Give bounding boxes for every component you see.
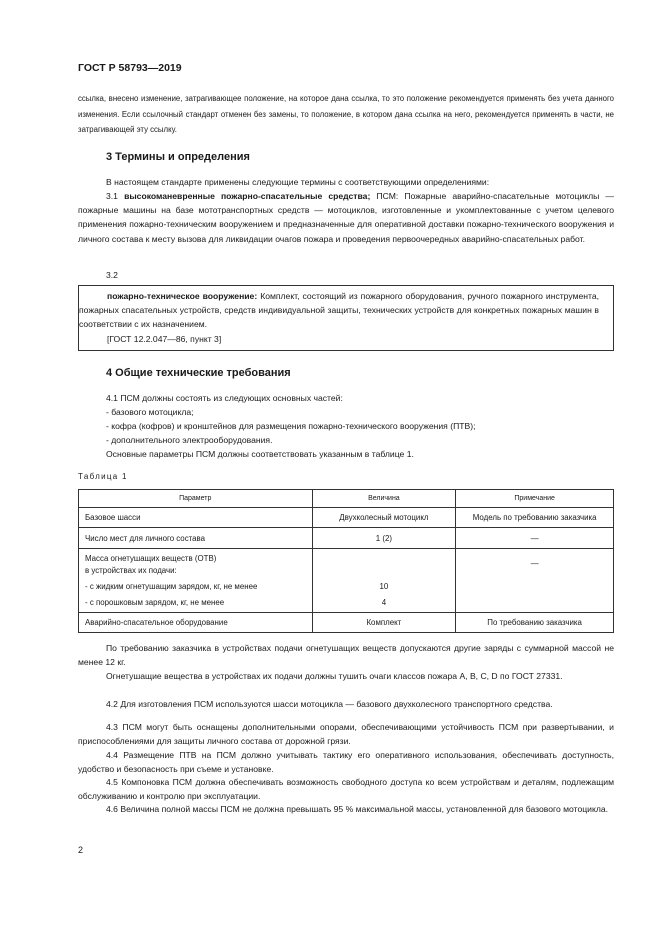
table-cell xyxy=(79,549,313,613)
column-header: Параметр xyxy=(79,490,313,508)
term-3-1-definition: ПСМ: Пожарные аварийно-спасательные мотоциклы — пожарные машины на базе мототранспортных средств — мотоциклов, изготовленные и укомплектованные с учетом целевого применения пожарно-техническим вооружением и предназначенные для оперативной доставки пожарно-технического вооружения и личного состава к месту вызова для ликвидации очагов пожара и проведения первоочередных аварийно-спасательных работ. xyxy=(78,191,614,244)
clause-4-3: 4.3 ПСМ могут быть оснащены дополнительными опорами, обеспечивающими устойчивость ПСМ при развертывании, и приспособлениями для защиты личного состава от дорожной грязи. xyxy=(78,722,614,747)
table-header-row xyxy=(79,490,614,508)
term-3-2 xyxy=(79,289,599,332)
table-row xyxy=(79,613,614,633)
clause-4-6: 4.6 Величина полной массы ПСМ не должна превышать 95 % максимальной массы, установленной для базового мотоцикла. xyxy=(106,804,608,814)
table-row xyxy=(79,528,614,549)
term-3-2-number: 3.2 xyxy=(106,270,118,280)
after-table-paragraph: Огнетушащие вещества в устройствах их подачи должны тушить очаги классов пожара А, В, С, D по ГОСТ 27331. xyxy=(106,671,563,681)
mass-label: Масса огнетушащих веществ (ОТВ) xyxy=(85,554,217,563)
table-cell: — xyxy=(456,549,614,613)
clause-4-2: 4.2 Для изготовления ПСМ используются шасси мотоцикла — базового двухколесного транспортного средства. xyxy=(106,699,553,709)
mass-subitem: - с порошковым зарядом, кг, не менее xyxy=(85,597,225,607)
page-number: 2 xyxy=(78,845,84,855)
table-cell xyxy=(312,549,456,613)
table-row xyxy=(79,549,614,613)
after-table-paragraph: По требованию заказчика в устройствах подачи огнетушащих веществ допускаются другие заряды с суммарной массой не менее 12 кг. xyxy=(78,643,614,668)
term-3-1 xyxy=(78,189,614,246)
column-header: Величина xyxy=(312,490,456,508)
document-header: ГОСТ Р 58793—2019 xyxy=(78,62,182,74)
column-header: Примечание xyxy=(456,490,614,508)
table-cell: Комплект xyxy=(312,613,456,633)
clause-4-1: 4.1 ПСМ должны состоять из следующих основных частей: xyxy=(106,393,343,403)
section-3-lead: В настоящем стандарте применены следующие термины с соответствующими определениями: xyxy=(106,177,490,187)
term-3-1-title: высокоманевренные пожарно-спасательные средства; xyxy=(124,191,371,201)
term-3-2-reference: [ГОСТ 12.2.047—86, пункт 3] xyxy=(107,334,222,344)
table-cell: По требованию заказчика xyxy=(456,613,614,633)
params-note: Основные параметры ПСМ должны соответствовать указанным в таблице 1. xyxy=(106,449,414,459)
clause-4-4: 4.4 Размещение ПТВ на ПСМ должно учитывать тактику его оперативного использования, обеспечивать доступность, удобство и безопасность при съеме и установке. xyxy=(78,750,614,775)
term-3-2-title: пожарно-техническое вооружение: xyxy=(107,291,258,301)
table-row xyxy=(79,508,614,528)
table-cell: Модель по требованию заказчика xyxy=(456,508,614,528)
table-caption: Таблица 1 xyxy=(78,472,128,481)
section-3-title: 3 Термины и определения xyxy=(106,151,250,163)
term-3-2-box xyxy=(78,285,614,351)
term-3-1-number: 3.1 xyxy=(106,191,118,201)
mass-subitem: - с жидким огнетушащим зарядом, кг, не менее xyxy=(85,582,258,591)
table-cell: Базовое шасси xyxy=(79,508,313,528)
table-cell: Аварийно-спасательное оборудование xyxy=(79,613,313,633)
list-item: - дополнительного электрооборудования. xyxy=(106,435,273,445)
table-cell: Двухколесный мотоцикл xyxy=(312,508,456,528)
mass-value: 10 xyxy=(379,582,389,591)
mass-value: 4 xyxy=(381,597,387,607)
table-cell: — xyxy=(456,528,614,549)
term-3-2-definition: Комплект, состоящий из пожарного оборудования, ручного пожарного инструмента, пожарных спасательных устройств, средств индивидуальной защиты, технических устройств для конкретных пожарных машин в соответствии с их назначением. xyxy=(79,291,600,330)
list-item: - базового мотоцикла; xyxy=(106,407,194,417)
mass-label: в устройствах их подачи: xyxy=(85,565,177,575)
list-item: - кофра (кофров) и кронштейнов для размещения пожарно-технического вооружения (ПТВ); xyxy=(106,421,476,431)
table-cell: Число мест для личного состава xyxy=(79,528,313,549)
table-cell: 1 (2) xyxy=(312,528,456,549)
intro-paragraph: ссылка, внесено изменение, затрагивающее положение, на которое дана ссылка, то это положение рекомендуется применять без учета данного изменения. Если ссылочный стандарт отменен без замены, то положение, в котором дана ссылка на него, рекомендуется применять в части, не затрагивающей эту ссылку. xyxy=(78,94,614,134)
parameters-table xyxy=(78,489,614,633)
clause-4-5: 4.5 Компоновка ПСМ должна обеспечивать возможность свободного доступа ко всем устройствам и деталям, подлежащим обслуживанию и контролю при эксплуатации. xyxy=(78,777,614,802)
section-4-title: 4 Общие технические требования xyxy=(106,367,291,379)
